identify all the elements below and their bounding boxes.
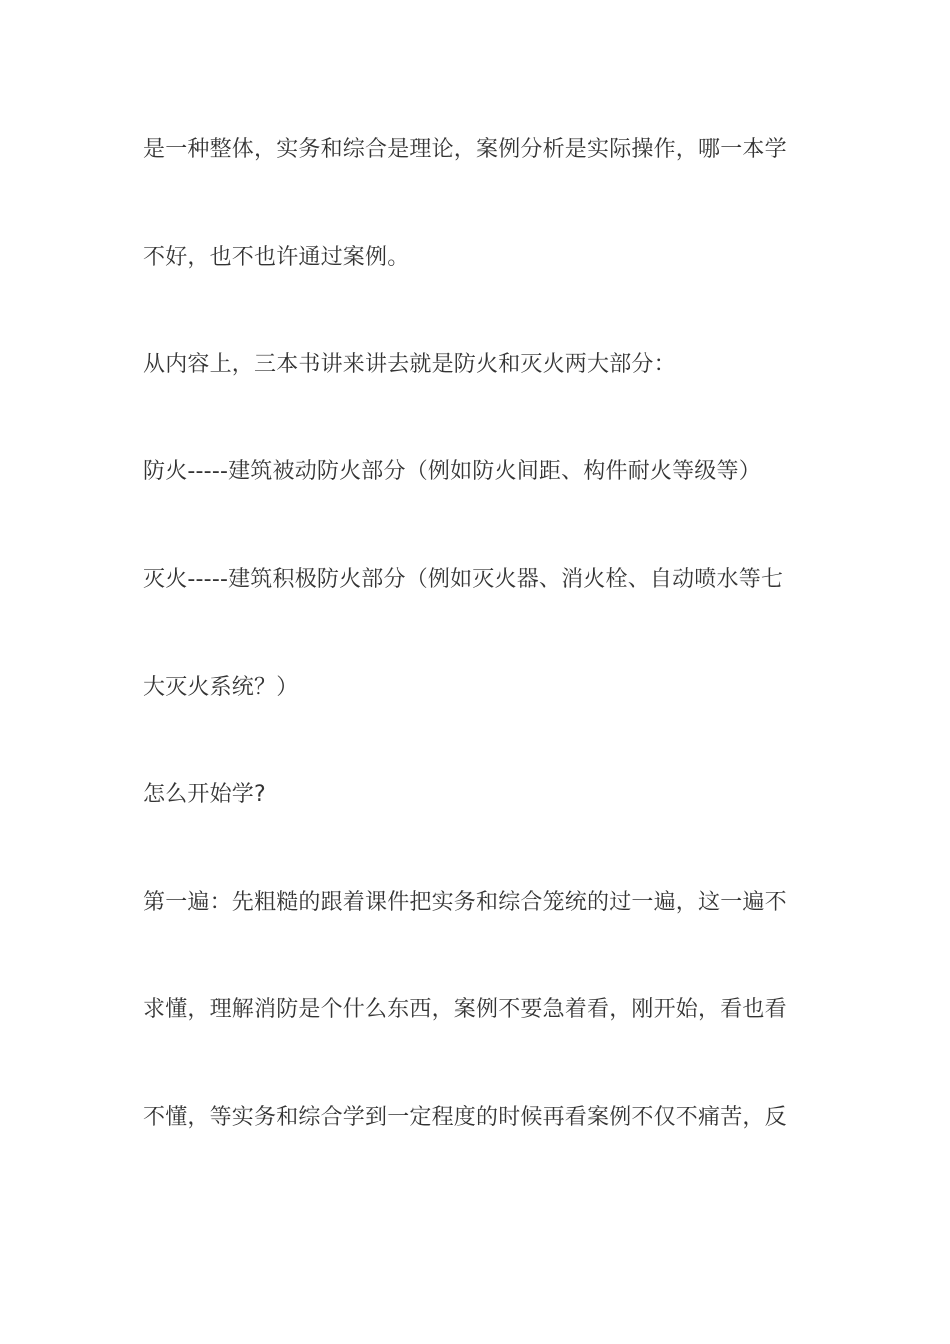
text-line: 不好，也不也许通过案例。 <box>143 245 410 270</box>
text-line: 大灭火系统？） <box>143 675 299 700</box>
text-line: 不懂，等实务和综合学到一定程度的时候再看案例不仅不痛苦，反 <box>143 1105 787 1130</box>
text-line: 防火-----建筑被动防火部分（例如防火间距、构件耐火等级等） <box>143 459 761 484</box>
text-line: 第一遍：先粗糙的跟着课件把实务和综合笼统的过一遍，这一遍不 <box>143 890 787 915</box>
text-line: 从内容上，三本书讲来讲去就是防火和灭火两大部分： <box>143 352 676 377</box>
text-line: 是一种整体，实务和综合是理论，案例分析是实际操作，哪一本学 <box>143 137 787 162</box>
text-line: 灭火-----建筑积极防火部分（例如灭火器、消火栓、自动喷水等七 <box>143 567 784 592</box>
text-line: 怎么开始学? <box>143 782 266 807</box>
text-line: 求懂，理解消防是个什么东西，案例不要急着看，刚开始，看也看 <box>143 997 787 1022</box>
